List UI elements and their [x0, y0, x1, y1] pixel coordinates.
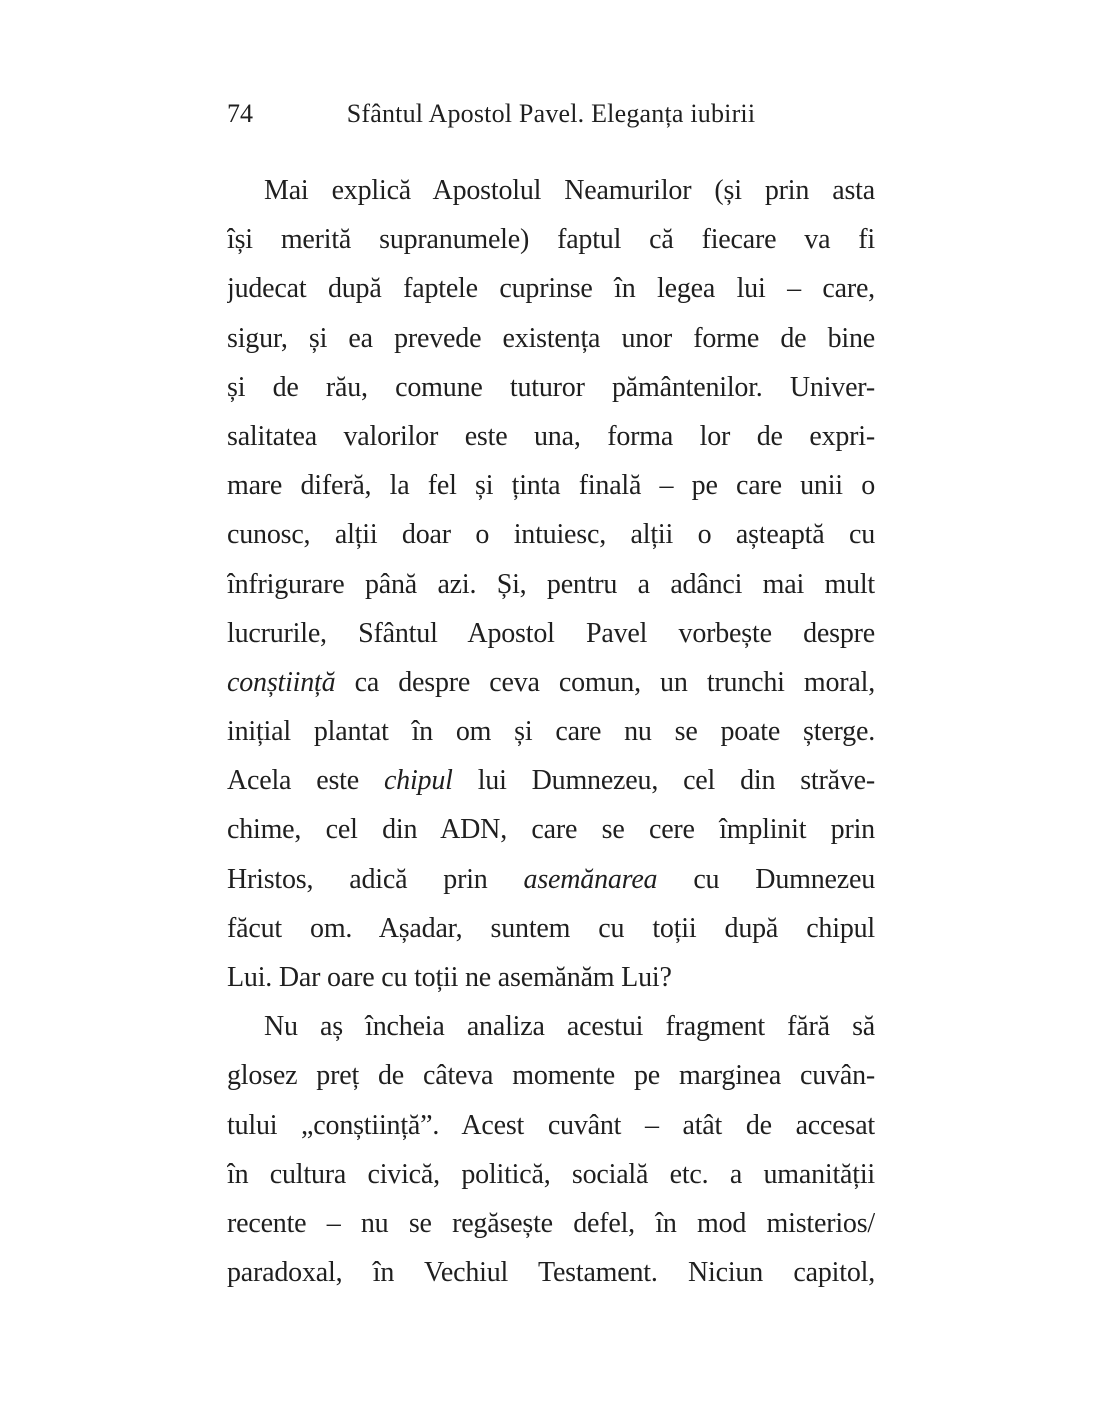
- text-line: [227, 609, 875, 658]
- text-segment: și de rău, comune tuturor pământenilor. Univer-: [227, 371, 875, 403]
- text-segment: lui Dumnezeu, cel din străve-: [452, 765, 875, 797]
- text-segment: paradoxal, în Vechiul Testament. Niciun capitol,: [227, 1257, 875, 1289]
- text-line: [227, 855, 875, 904]
- text-line: [227, 756, 875, 805]
- text-line: [227, 707, 875, 756]
- italic-text: conștiință: [227, 666, 336, 698]
- text-line: [227, 1051, 875, 1100]
- running-header: Sfântul Apostol Pavel. Eleganța iubirii: [346, 99, 756, 128]
- text-line: [227, 264, 875, 313]
- text-segment: Acela este: [227, 765, 384, 797]
- text-segment: glosez preț de câteva momente pe marginea cuvân-: [227, 1060, 875, 1092]
- page-number: 74: [227, 99, 253, 128]
- text-segment: cu Dumnezeu: [657, 863, 875, 895]
- text-segment: Nu aș încheia analiza acestui fragment fără să: [264, 1011, 875, 1043]
- text-segment: Hristos, adică prin: [227, 863, 524, 895]
- text-segment: recente – nu se regăsește defel, în mod misterios/: [227, 1207, 875, 1239]
- text-line: [227, 658, 875, 707]
- text-line: [227, 412, 875, 461]
- text-line: [227, 1248, 875, 1297]
- text-segment: salitatea valorilor este una, forma lor de expri-: [227, 420, 875, 452]
- text-segment: chime, cel din ADN, care se cere împlinit prin: [227, 814, 875, 846]
- text-segment: Mai explică Apostolul Neamurilor (și prin asta: [264, 175, 875, 206]
- text-segment: făcut om. Așadar, suntem cu toții după chipul: [227, 912, 875, 944]
- text-line: [227, 1101, 875, 1150]
- text-segment: judecat după faptele cuprinse în legea lui – care,: [227, 273, 875, 305]
- text-line: [227, 166, 875, 215]
- text-segment: cunosc, alții doar o intuiesc, alții o așteaptă cu: [227, 519, 875, 551]
- text-segment: inițial plantat în om și care nu se poate șterge.: [227, 716, 875, 748]
- text-segment: sigur, și ea prevede existența unor forme de bine: [227, 322, 875, 354]
- text-segment: mare diferă, la fel și ținta finală – pe care unii o: [227, 470, 875, 502]
- text-segment: tului „conștiință”. Acest cuvânt – atât de accesat: [227, 1109, 875, 1141]
- text-line: [227, 1150, 875, 1199]
- text-line: [227, 314, 875, 363]
- text-segment: Lui. Dar oare cu toții ne asemănăm Lui?: [227, 962, 672, 993]
- body-text: [227, 166, 875, 1297]
- text-line: [227, 461, 875, 510]
- text-segment: își merită supranumele) faptul că fiecare va fi: [227, 224, 875, 256]
- italic-text: chipul: [383, 765, 453, 797]
- italic-text: asemănarea: [523, 863, 658, 895]
- text-line: [227, 904, 875, 953]
- text-line: [227, 510, 875, 559]
- text-line: [227, 953, 875, 1002]
- text-line: [227, 560, 875, 609]
- text-segment: ca despre ceva comun, un trunchi moral,: [335, 666, 875, 698]
- text-line: [227, 363, 875, 412]
- text-segment: în cultura civică, politică, socială etc. a umanității: [227, 1158, 875, 1190]
- text-segment: lucrurile, Sfântul Apostol Pavel vorbește despre: [227, 617, 875, 649]
- page-header: [227, 101, 875, 133]
- text-line: [227, 215, 875, 264]
- text-line: [227, 1002, 875, 1051]
- text-line: [227, 1199, 875, 1248]
- text-line: [227, 805, 875, 854]
- text-segment: înfrigurare până azi. Și, pentru a adânci mai mult: [227, 568, 875, 600]
